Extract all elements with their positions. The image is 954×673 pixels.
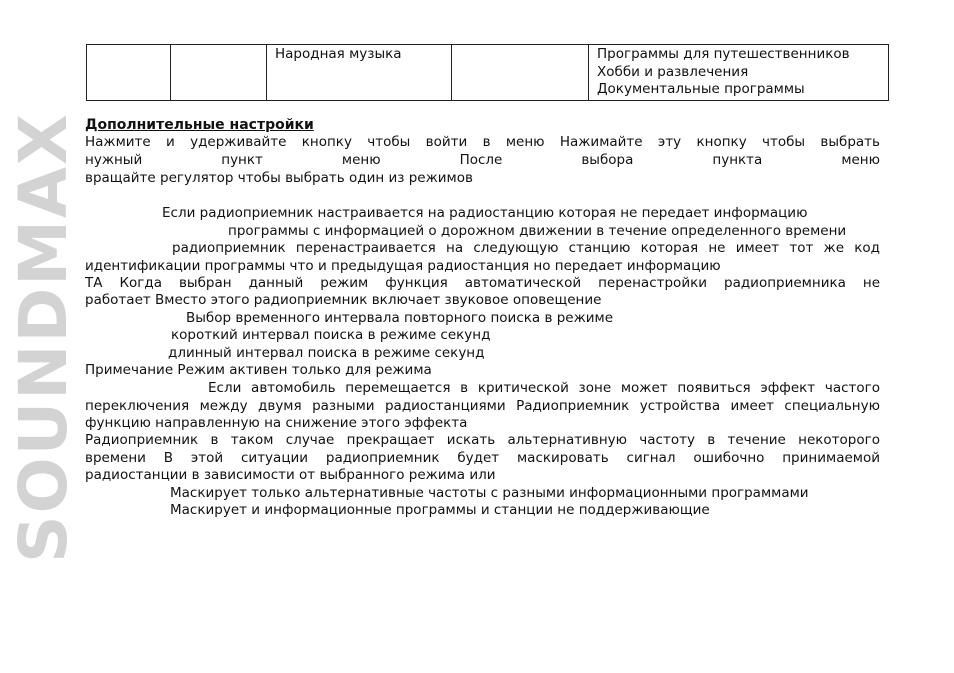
text-line: вращайте регулятор чтобы выбрать один из режимов [85,170,473,186]
text-line: ТА Когда выбран данный режим функция автоматической перенастройки радиоприемника не [85,275,880,291]
brand-text: SOUNDMAX [4,111,82,563]
table-row [87,45,889,101]
text-line: Маскирует и информационные программы и станции не поддерживающие [170,502,710,518]
table-cell [267,45,452,101]
text-line: Нажмите и удерживайте кнопку чтобы войти в меню Нажимайте эту кнопку чтобы выбрать [85,134,880,150]
text-line: времени В этой ситуации радиоприемник будет маскировать сигнал ошибочно принимаемой [85,450,880,466]
table-cell [452,45,589,101]
table-cell-text: Программы для путешественников [597,46,850,62]
text-line: Если радиоприемник настраивается на радиостанцию которая не передает информацию [162,205,808,221]
table-cell [87,45,171,101]
section-title: Дополнительные настройки [85,117,314,133]
text-line: короткий интервал поиска в режиме секунд [171,327,491,343]
text-line: радиоприемник перенастраивается на следующую станцию которая не имеет тот же код [172,240,880,256]
table-cell-text: Народная музыка [275,46,402,62]
table-cell-text: Документальные программы [597,81,805,97]
text-line: Маскирует только альтернативные частоты с разными информационными программами [170,485,809,501]
text-line: идентификации программы что и предыдущая радиостанция но передает информацию [85,258,721,274]
text-line: программы с информацией о дорожном движении в течение определенного времени [228,223,847,239]
text-line: Радиоприемник в таком случае прекращает искать альтернативную частоту в течение некоторого [85,432,880,448]
text-line: нужный пункт меню После выбора пункта меню [85,152,880,168]
text-line: функцию направленную на снижение этого эффекта [85,415,468,431]
text-line: работает Вместо этого радиоприемник включает звуковое оповещение [85,292,602,308]
program-type-table [86,44,889,101]
text-line: длинный интервал поиска в режиме секунд [168,345,485,361]
table-cell [589,45,889,101]
text-line: Если автомобиль перемещается в критической зоне может появиться эффект частого [208,380,880,396]
brand-watermark [4,42,82,632]
text-line: переключения между двумя разными радиостанциями Радиоприемник устройства имеет специальную [85,398,880,414]
text-line: радиостанции в зависимости от выбранного режима или [85,467,496,483]
table-cell-text: Хобби и развлечения [597,63,749,80]
table-cell [171,45,267,101]
text-line: Выбор временного интервала повторного поиска в режиме [186,310,614,326]
text-line: Примечание Режим активен только для режима [85,362,432,378]
